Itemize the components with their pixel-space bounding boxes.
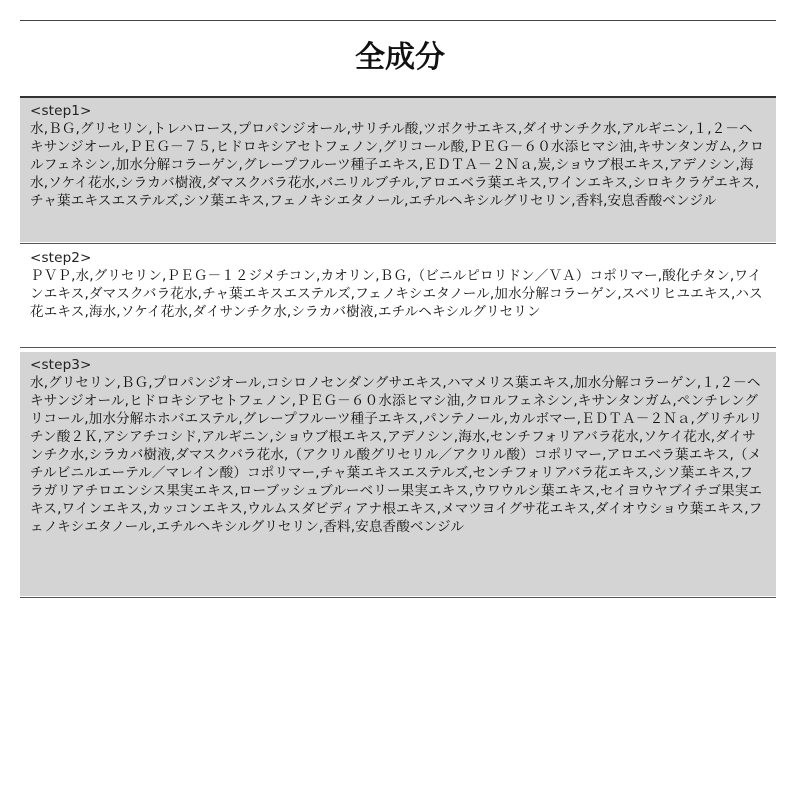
step3-ingredients: 水,グリセリン,ＢＧ,プロパンジオール,コシロノセンダングサエキス,ハマメリス葉エキス,加水分解コラーゲン,１,２－ヘキサンジオール,ヒドロキシアセトフェノン,ＰＥＧ－６０水添ヒマシ油,クロルフェネシン,キサンタンガム,ペンチレングリコール,加水分解ホホバエステル,グレープフルーツ種子エキス,パンテノール,カルボマー,ＥＤＴＡ－２Ｎａ,グリチルリチン酸２Ｋ,アシアチコシド,アルギニン,ショウブ根エキス,アデノシン,海水,センチフォリアバラ花水,ソケイ花水,ダイサンチク水,シラカバ樹液,ダマスクバラ花水,（アクリル酸グリセリル／アクリル酸）コポリマー,アロエベラ葉エキス,（メチルビニルエーテル／マレイン酸）コポリマー,チャ葉エキスエステルズ,センチフォリアバラ花エキス,シソ葉エキス,フラガリアチロエンシス果実エキス,ローブッシュブルーベリー果実エキス,ウワウルシ葉エキス,セイヨウヤブイチゴ果実エキス,ワインエキス,カッコンエキス,ウルムスダビディアナ根エキス,メマツヨイグサ花エキス,ダイオウショウ葉エキス,フェノキシエタノール,エチルヘキシルグリセリン,香料,安息香酸ベンジル bbox=[30, 375, 763, 535]
step3-label: <step3> bbox=[30, 357, 92, 373]
bottom-divider bbox=[20, 597, 776, 598]
page-title: 全成分 bbox=[355, 40, 445, 75]
step2-divider bbox=[20, 347, 776, 348]
step2-section bbox=[20, 245, 776, 345]
step2-ingredients: ＰＶＰ,水,グリセリン,ＰＥＧ－１２ジメチコン,カオリン,ＢＧ,（ビニルピロリドン／ＶＡ）コポリマー,酸化チタン,ワインエキス,ダマスクバラ花水,チャ葉エキスエステルズ,フェノキシエタノール,加水分解コラーゲン,スベリヒユエキス,ハス花エキス,海水,ソケイ花水,ダイサンチク水,シラカバ樹液,エチルヘキシルグリセリン bbox=[30, 268, 763, 320]
step3-section bbox=[20, 352, 776, 596]
step2-label: <step2> bbox=[30, 250, 92, 266]
step1-divider bbox=[20, 243, 776, 244]
step1-ingredients: 水,ＢＧ,グリセリン,トレハロース,プロパンジオール,サリチル酸,ツボクサエキス,ダイサンチク水,アルギニン,１,２－ヘキサンジオール,ＰＥＧ－７５,ヒドロキシアセトフェノン,グリコール酸,ＰＥＧ－６０水添ヒマシ油,キサンタンガム,クロルフェネシン,加水分解コラーゲン,グレープフルーツ種子エキス,ＥＤＴＡ－２Ｎａ,炭,ショウブ根エキス,アデノシン,海水,ソケイ花水,シラカバ樹液,ダマスクバラ花水,バニリルブチル,アロエベラ葉エキス,ワインエキス,シロキクラゲエキス,チャ葉エキスエステルズ,シソ葉エキス,フェノキシエタノール,エチルヘキシルグリセリン,香料,安息香酸ベンジル bbox=[30, 121, 764, 209]
top-divider bbox=[20, 20, 776, 21]
step1-label: <step1> bbox=[30, 103, 92, 119]
step1-section bbox=[20, 98, 776, 242]
